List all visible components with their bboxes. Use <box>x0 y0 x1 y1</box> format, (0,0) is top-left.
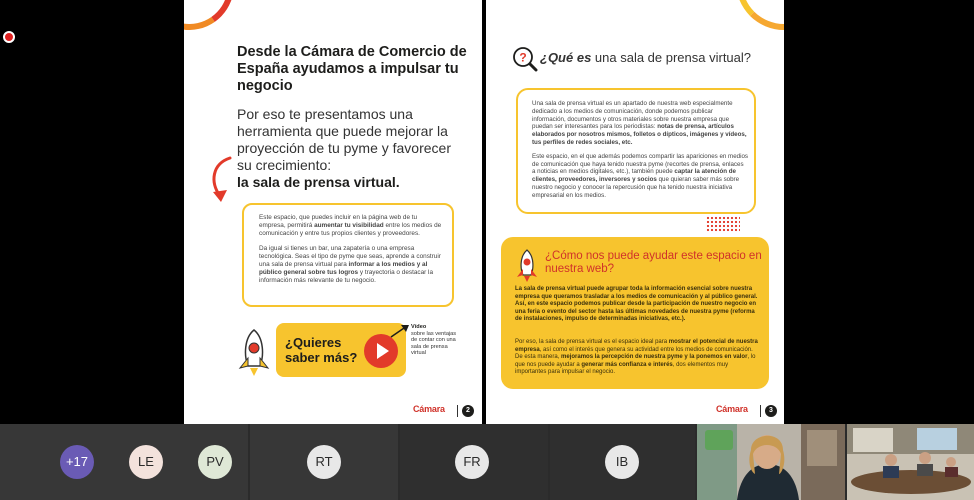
arrow-icon <box>389 323 411 339</box>
video-feed-image <box>697 424 845 500</box>
section-title: ¿Qué es una sala de prensa virtual? <box>540 50 752 65</box>
decorative-arc <box>736 0 784 30</box>
info-paragraph-1: Este espacio, que puedes incluir en la página web de tu empresa, permitirá aumentar tu visibilidad entre los medios de comunicación y entre tus propios clientes y proveedores. <box>259 214 442 238</box>
camara-logo: Cámara <box>413 404 445 414</box>
video-note: Vídeo sobre las ventajas de contar con una sala de prensa virtual <box>411 324 457 357</box>
page-number: 3 <box>765 405 777 417</box>
page-number: 2 <box>462 405 474 417</box>
footer-divider <box>457 405 458 417</box>
definition-box <box>516 88 756 214</box>
participant-video[interactable] <box>697 424 845 500</box>
help-panel <box>501 237 769 389</box>
panel-paragraph-1: La sala de prensa virtual puede agrupar toda la información esencial sobre nuestra empresa que queramos trasladar a los medios de comunicación y al público general. Así, en este espacio podemos publicar desde la participación de nuestro negocio en una feria o evento del sector hasta las últimas novedades de nuestra pyme (reforma de instalaciones, impulso de determinadas iniciativas, etc.). <box>515 286 758 323</box>
cta-label: ¿Quieres saber más? <box>285 335 358 365</box>
avatar: FR <box>455 445 489 479</box>
participant-tile[interactable] <box>400 424 548 500</box>
document-page-left <box>184 0 482 424</box>
avatar: IB <box>605 445 639 479</box>
avatar: RT <box>307 445 341 479</box>
participant-tile-group[interactable] <box>0 424 248 500</box>
rocket-icon <box>236 328 272 378</box>
page-subtitle <box>237 106 469 191</box>
info-paragraph-2: Da igual si tienes un bar, una zapatería o una empresa tecnológica. Seas el tipo de pyme que seas, aprende a construir una sala de prensa virtual para informar a los medios y al público general sobre tus logros y trayectoria o destacar la información más relevante de tu negocio. <box>259 244 441 285</box>
page-title: Desde la Cámara de Comercio de España ayudamos a impulsar tu negocio <box>237 44 467 94</box>
document-page-right <box>486 0 784 424</box>
participant-tile[interactable] <box>250 424 398 500</box>
rocket-icon <box>515 249 539 283</box>
info-box <box>242 203 454 307</box>
participant-tile[interactable] <box>550 424 695 500</box>
panel-title: ¿Cómo nos puede ayudar este espacio en nuestra web? <box>545 250 762 275</box>
more-participants-badge[interactable]: +17 <box>60 445 94 479</box>
definition-paragraph-2: Este espacio, en el que además podemos compartir las apariciones en medios de comunicación que haya tenido nuestra pyme (recortes de prensa, enlaces a noticias en medios digitales, etc.), también puede captar la atención de clientes, proveedores, inversores y socios que quieran saber más sobre nuestro negocio y conocer la repercusión que ha tenido nuestra iniciativa empresarial en los medios. <box>532 152 748 199</box>
panel-paragraph-2: Por eso, la sala de prensa virtual es el espacio ideal para mostrar el potencial de nuestra empresa, así como el interés que genera su actividad entre los medios de comunicación. De esta manera, mejoramos la percepción de nuestra pyme y la ponemos en valor, lo que nos puede ayudar a generar más confianza e interés, dos elementos muy importantes para impulsar el negocio. <box>515 339 758 376</box>
decorative-arc <box>184 0 241 37</box>
participant-video[interactable] <box>847 424 974 500</box>
subtitle-text: Por eso te presentamos una herramienta que puede mejorar la proyección de tu pyme y favorecer su crecimiento: <box>237 106 451 173</box>
definition-paragraph-1: Una sala de prensa virtual es un apartado de nuestra web especialmente dedicado a los medios de comunicación, donde podemos publicar información, documentos y otros materiales sobre nuestra empresa que puedan ser interesantes para los periodistas: notas de prensa, artículos elaborados por nosotros mismos, folletos o dípticos, imágenes y vídeos, tus perfiles de redes sociales, etc. <box>532 100 747 146</box>
avatar[interactable]: PV <box>198 445 232 479</box>
participant-strip <box>0 424 974 500</box>
question-magnifier-icon <box>512 46 538 72</box>
video-cta-card[interactable] <box>276 323 406 377</box>
subtitle-bold: la sala de prensa virtual. <box>237 174 400 190</box>
svg-text:?: ? <box>519 50 527 65</box>
red-arrow-icon <box>208 156 238 206</box>
play-icon[interactable] <box>364 334 398 368</box>
camara-logo: Cámara <box>716 404 748 414</box>
avatar[interactable]: LE <box>129 445 163 479</box>
video-feed-image <box>847 424 974 500</box>
footer-divider <box>760 405 761 417</box>
dot-pattern <box>706 216 740 232</box>
record-icon[interactable] <box>3 31 15 43</box>
